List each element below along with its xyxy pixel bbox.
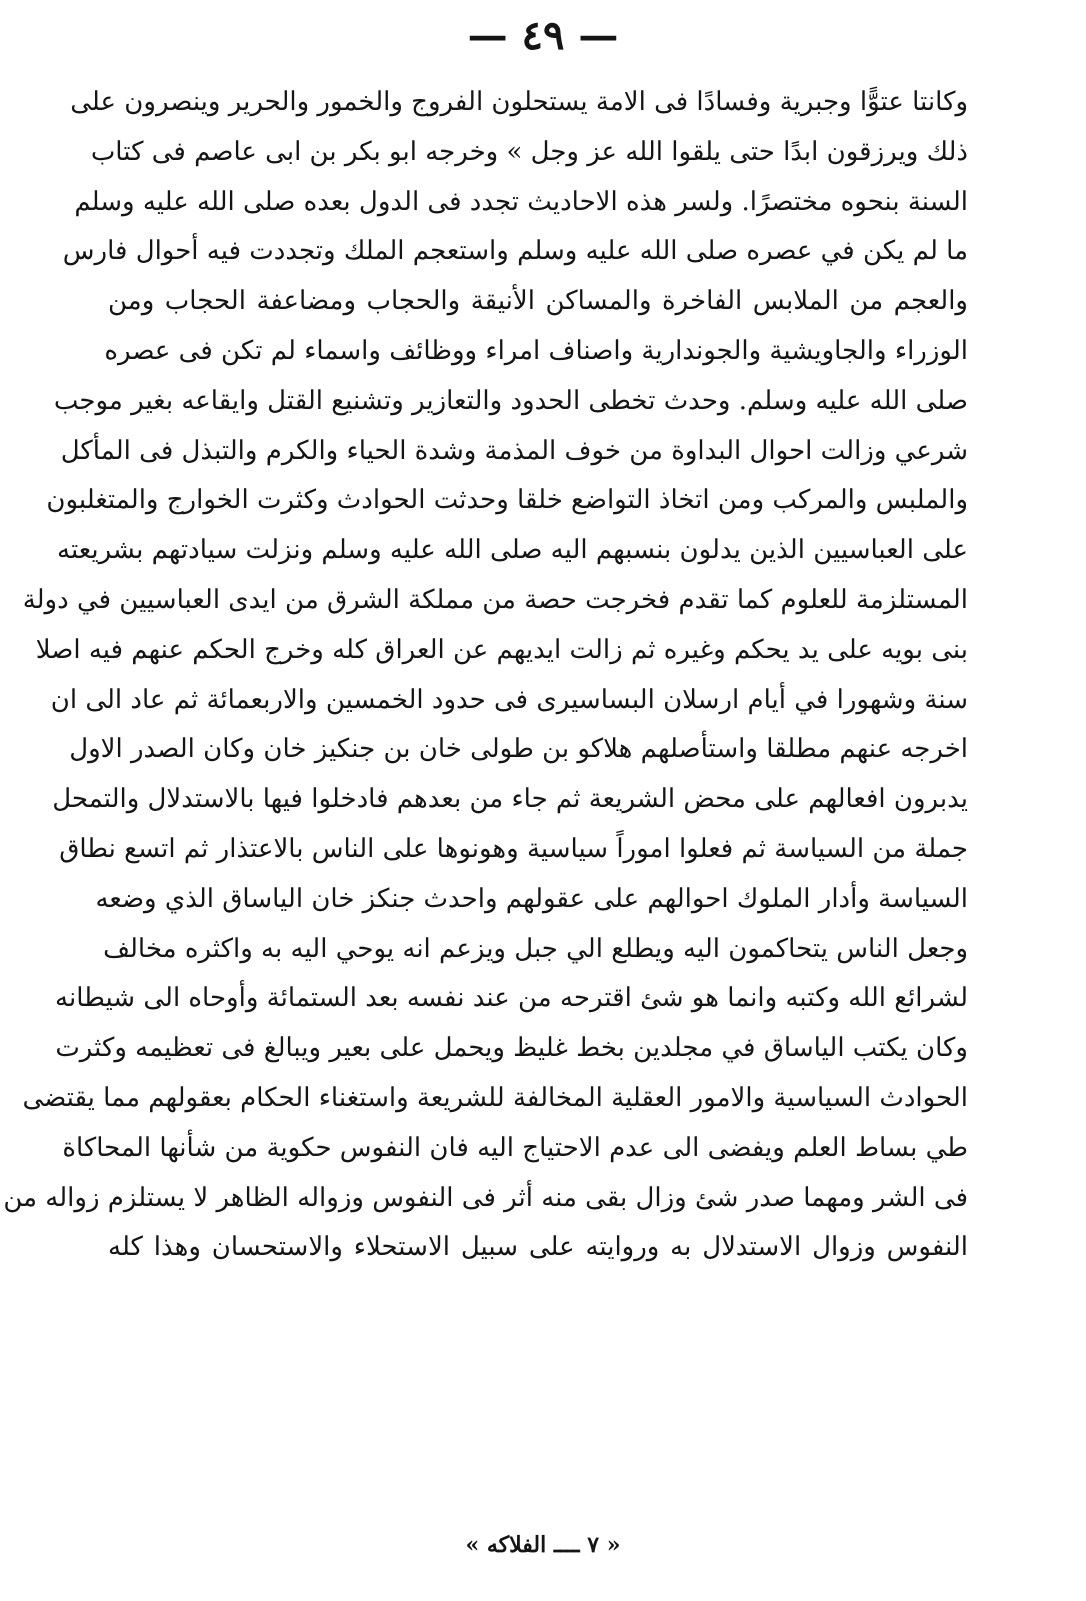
text-line: الحوادث السياسية والامور العقلية المخالفة للشريعة واستغناء الحكام بعقولهم مما يقتضى <box>22 1082 968 1113</box>
text-line: صلى الله عليه وسلم. وحدث تخطى الحدود والتعازير وتشنيع القتل وايقاعه بغير موجب <box>53 385 968 416</box>
text-line: اخرجه عنهم مطلقا واستأصلهم هلاكو بن طولى خان بن جنكيز خان وكان الصدر الاول <box>69 734 968 765</box>
text-line: يدبرون افعالهم على محض الشريعة ثم جاء من بعدهم فادخلوا فيها بالاستدلال والتمحل <box>52 784 968 815</box>
text-line: الوزراء والجاويشية والجوندارية واصناف امراء ووظائف واسماء لم تكن فى عصره <box>104 335 968 366</box>
page-number: — ٤٩ — <box>467 12 619 59</box>
text-line: جملة من السياسة ثم فعلوا اموراً سياسية وهونوها على الناس بالاعتذار ثم اتسع نطاق <box>59 833 968 864</box>
text-line: وكانتا عتوًّا وجبرية وفسادًا فى الامة يستحلون الفروج والخمور والحرير وينصرون على <box>70 87 968 117</box>
text-line: فى الشر ومهما صدر شئ وزال بقى منه أثر فى النفوس وزواله الظاهر لا يستلزم زواله من <box>3 1182 968 1213</box>
text-line: السياسة وأدار الملوك احوالهم على عقولهم واحدث جنكز خان الياساق الذي وضعه <box>95 883 968 914</box>
text-line: ما لم يكن في عصره صلى الله عليه وسلم واستعجم الملك وتجددت فيه أحوال فارس <box>62 236 968 267</box>
text-line: والعجم من الملابس الفاخرة والمساكن الأنيقة والحجاب ومضاعفة الحجاب ومن <box>108 286 968 317</box>
text-line: على العباسيين الذين يدلون بنسبهم اليه صلى الله عليه وسلم ونزلت سيادتهم بشريعته <box>57 535 968 566</box>
text-line: النفوس وزوال الاستدلال به وروايته على سبيل الاستحلاء والاستحسان وهذا كله <box>108 1232 968 1263</box>
text-line: طي بساط العلم ويفضى الى عدم الاحتياج اليه فان النفوس حكوية من شأنها المحاكاة <box>62 1132 968 1163</box>
text-line: وجعل الناس يتحاكمون اليه ويطلع الي جبل ويزعم انه يوحي اليه به واكثره مخالف <box>103 933 968 964</box>
signature-mark: « ٧ ــــ الفلاكه » <box>465 1532 621 1558</box>
text-line: والملبس والمركب ومن اتخاذ التواضع خلقا وحدثت الحوادث وكثرت الخوارج والمتغلبون <box>46 485 968 516</box>
body-text <box>3 78 968 1273</box>
text-line: السنة بنحوه مختصرًا. ولسر هذه الاحاديث تجدد فى الدول بعده صلى الله عليه وسلم <box>74 186 968 217</box>
text-line: سنة وشهورا في أيام ارسلان البساسيرى فى حدود الخمسين والاربعمائة ثم عاد الى ان <box>50 684 968 715</box>
text-line: شرعي وزالت احوال البداوة من خوف المذمة وشدة الحياء والكرم والتبذل فى المأكل <box>60 435 968 466</box>
text-line: وكان يكتب الياساق في مجلدين بخط غليظ ويحمل على بعير ويبالغ فى تعظيمه وكثرت <box>55 1033 968 1064</box>
text-line: لشرائع الله وكتبه وانما هو شئ اقترحه من عند نفسه بعد الستمائة وأوحاه الى شيطانه <box>55 983 968 1014</box>
text-line: ذلك ويرزقون ابدًا حتى يلقوا الله عز وجل » وخرجه ابو بكر بن ابى عاصم فى كتاب <box>90 136 968 167</box>
text-line: بنى بويه على يد يحكم وغيره ثم زالت ايديهم عن العراق كله وخرج الحكم عنهم فيه اصلا <box>35 634 968 665</box>
text-line: المستلزمة للعلوم كما تقدم فخرجت حصة من مملكة الشرق من ايدى العباسيين في دولة <box>22 584 968 615</box>
